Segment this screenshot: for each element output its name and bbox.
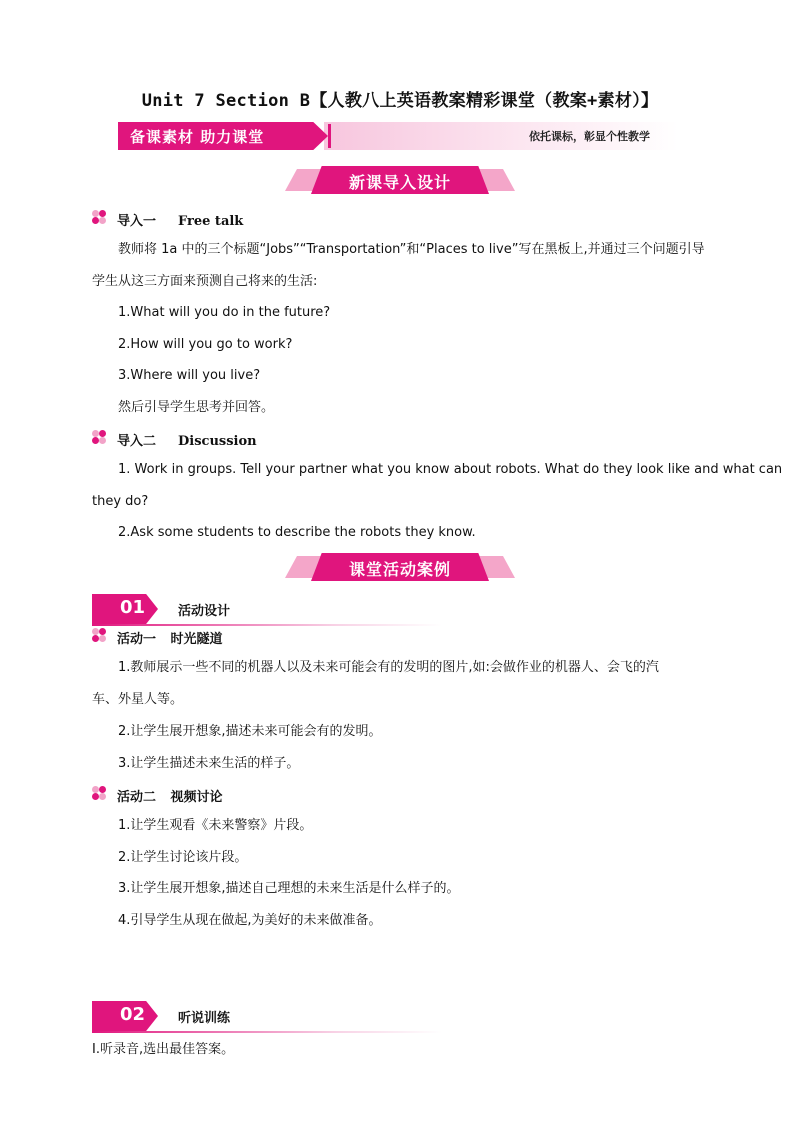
part-02-header bbox=[92, 1001, 452, 1031]
part-number: 01 bbox=[120, 597, 146, 618]
activity1-item1-line1: 1.教师展示一些不同的机器人以及未来可能会有的发明的图片,如:会做作业的机器人、会飞的汽 bbox=[118, 660, 659, 675]
intro1-closing: 然后引导学生思考并回答。 bbox=[118, 400, 275, 415]
intro2-heading bbox=[117, 430, 257, 449]
flower-icon bbox=[92, 628, 108, 642]
section-title: 课堂活动案例 bbox=[348, 560, 451, 579]
activity2-item1: 1.让学生观看《未来警察》片段。 bbox=[118, 818, 313, 833]
part-divider bbox=[92, 1031, 442, 1033]
intro1-question-3: 3.Where will you live? bbox=[118, 368, 261, 383]
intro1-question-2: 2.How will you go to work? bbox=[118, 337, 293, 352]
banner-slogan: 依托课标，彰显个性教学 bbox=[529, 130, 650, 143]
top-banner bbox=[118, 122, 678, 150]
activity2-item3: 3.让学生展开想象,描述自己理想的未来生活是什么样子的。 bbox=[118, 881, 460, 896]
document-title: Unit 7 Section B【人教八上英语教案精彩课堂（教案+素材）】 bbox=[141, 91, 659, 111]
intro1-heading-en: Free talk bbox=[178, 214, 244, 229]
intro2-heading-cn: 导入二 bbox=[117, 434, 157, 449]
activity1-item2: 2.让学生展开想象,描述未来可能会有的发明。 bbox=[118, 724, 382, 739]
activity2-heading: 活动二 视频讨论 bbox=[117, 790, 223, 805]
intro1-heading bbox=[117, 210, 243, 229]
flower-icon bbox=[92, 430, 108, 444]
intro1-heading-cn: 导入一 bbox=[117, 214, 157, 229]
intro1-paragraph-line2: 学生从这三方面来预测自己将来的生活: bbox=[92, 274, 318, 289]
chevron-right-icon bbox=[316, 124, 331, 148]
part-label: 听说训练 bbox=[178, 1011, 231, 1026]
part-01-header bbox=[92, 594, 452, 624]
section-banner-activities bbox=[285, 553, 515, 581]
section-banner-intro bbox=[285, 166, 515, 194]
activity2-item4: 4.引导学生从现在做起,为美好的未来做准备。 bbox=[118, 913, 382, 928]
part-divider bbox=[92, 624, 442, 626]
intro1-paragraph-line1: 教师将 1a 中的三个标题“Jobs”“Transportation”和“Places to live”写在黑板上,并通过三个问题引导 bbox=[118, 242, 705, 257]
banner-gradient-bar bbox=[324, 122, 678, 150]
banner-tab-label: 备课素材 助力课堂 bbox=[130, 128, 265, 146]
part02-first-item: Ⅰ.听录音,选出最佳答案。 bbox=[92, 1042, 235, 1057]
intro2-item2: 2.Ask some students to describe the robots they know. bbox=[118, 525, 476, 540]
activity1-item3: 3.让学生描述未来生活的样子。 bbox=[118, 756, 300, 771]
activity2-item2: 2.让学生讨论该片段。 bbox=[118, 850, 248, 865]
intro1-question-1: 1.What will you do in the future? bbox=[118, 305, 331, 320]
activity1-item1-line2: 车、外星人等。 bbox=[92, 692, 184, 707]
part-number: 02 bbox=[120, 1004, 146, 1025]
activity1-heading: 活动一 时光隧道 bbox=[117, 632, 223, 647]
flower-icon bbox=[92, 786, 108, 800]
intro2-item1-line2: they do? bbox=[92, 494, 149, 509]
intro2-heading-en: Discussion bbox=[178, 434, 257, 449]
flower-icon bbox=[92, 210, 108, 224]
section-title: 新课导入设计 bbox=[348, 173, 451, 192]
intro2-item1-line1: 1. Work in groups. Tell your partner what you know about robots. What do they look like and what can bbox=[118, 462, 783, 477]
part-label: 活动设计 bbox=[178, 604, 231, 619]
